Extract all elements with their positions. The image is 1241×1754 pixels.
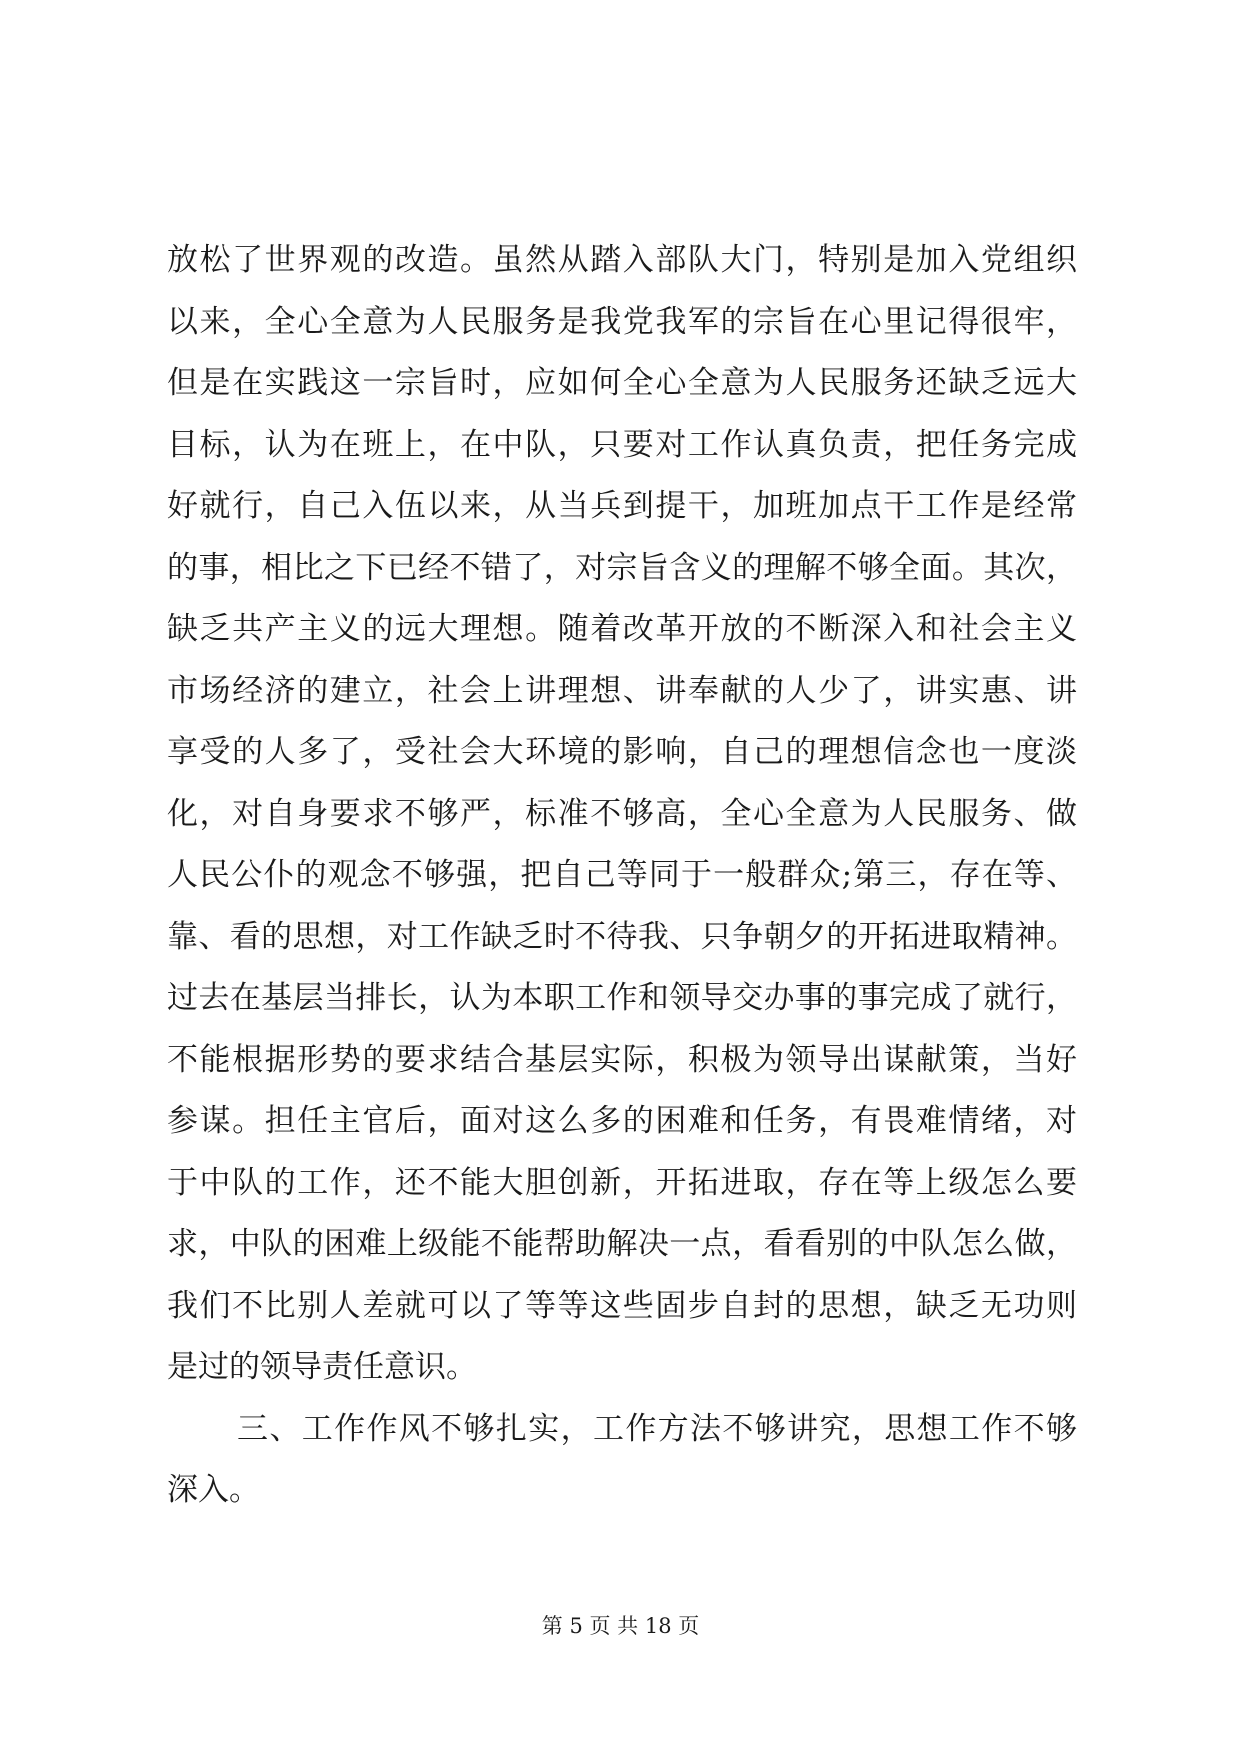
text-line: 享受的人多了，受社会大环境的影响，自己的理想信念也一度淡 xyxy=(167,734,1077,770)
text-line: 不能根据形势的要求结合基层实际，积极为领导出谋献策，当好 xyxy=(167,1041,1077,1078)
text-line: 三、工作作风不够扎实，工作方法不够讲究，思想工作不够 xyxy=(237,1410,1077,1447)
text-line: 目标，认为在班上，在中队，只要对工作认真负责，把任务完成 xyxy=(167,426,1077,463)
text-line: 于中队的工作，还不能大胆创新，开拓进取，存在等上级怎么要 xyxy=(167,1164,1077,1201)
body-text xyxy=(167,230,1077,1522)
text-line: 缺乏共产主义的远大理想。随着改革开放的不断深入和社会主义 xyxy=(167,611,1077,647)
text-line: 化，对自身要求不够严，标准不够高，全心全意为人民服务、做 xyxy=(167,795,1077,832)
paragraph-1 xyxy=(167,230,1077,1399)
text-line: 放松了世界观的改造。虽然从踏入部队大门，特别是加入党组织 xyxy=(167,242,1077,278)
text-line: 过去在基层当排长，认为本职工作和领导交办事的事完成了就行， xyxy=(167,980,1077,1016)
text-line: 以来，全心全意为人民服务是我党我军的宗旨在心里记得很牢， xyxy=(167,303,1077,340)
page-footer: 第 5 页 共 18 页 xyxy=(541,1614,700,1638)
text-line: 靠、看的思想，对工作缺乏时不待我、只争朝夕的开拓进取精神。 xyxy=(167,918,1077,955)
text-line: 深入。 xyxy=(167,1472,260,1508)
text-line: 参谋。担任主官后，面对这么多的困难和任务，有畏难情绪，对 xyxy=(167,1103,1077,1139)
paragraph-2 xyxy=(167,1399,1077,1522)
text-line: 是过的领导责任意识。 xyxy=(167,1349,477,1385)
text-line: 但是在实践这一宗旨时，应如何全心全意为人民服务还缺乏远大 xyxy=(167,365,1077,401)
text-line: 求，中队的困难上级能不能帮助解决一点，看看别的中队怎么做， xyxy=(167,1226,1077,1262)
text-line: 人民公仆的观念不够强，把自己等同于一般群众;第三，存在等、 xyxy=(167,857,1077,893)
text-line: 我们不比别人差就可以了等等这些固步自封的思想，缺乏无功则 xyxy=(167,1287,1077,1324)
text-line: 好就行，自己入伍以来，从当兵到提干，加班加点干工作是经常 xyxy=(167,488,1077,524)
text-line: 市场经济的建立，社会上讲理想、讲奉献的人少了，讲实惠、讲 xyxy=(167,672,1077,709)
text-line: 的事，相比之下已经不错了，对宗旨含义的理解不够全面。其次， xyxy=(167,549,1077,586)
